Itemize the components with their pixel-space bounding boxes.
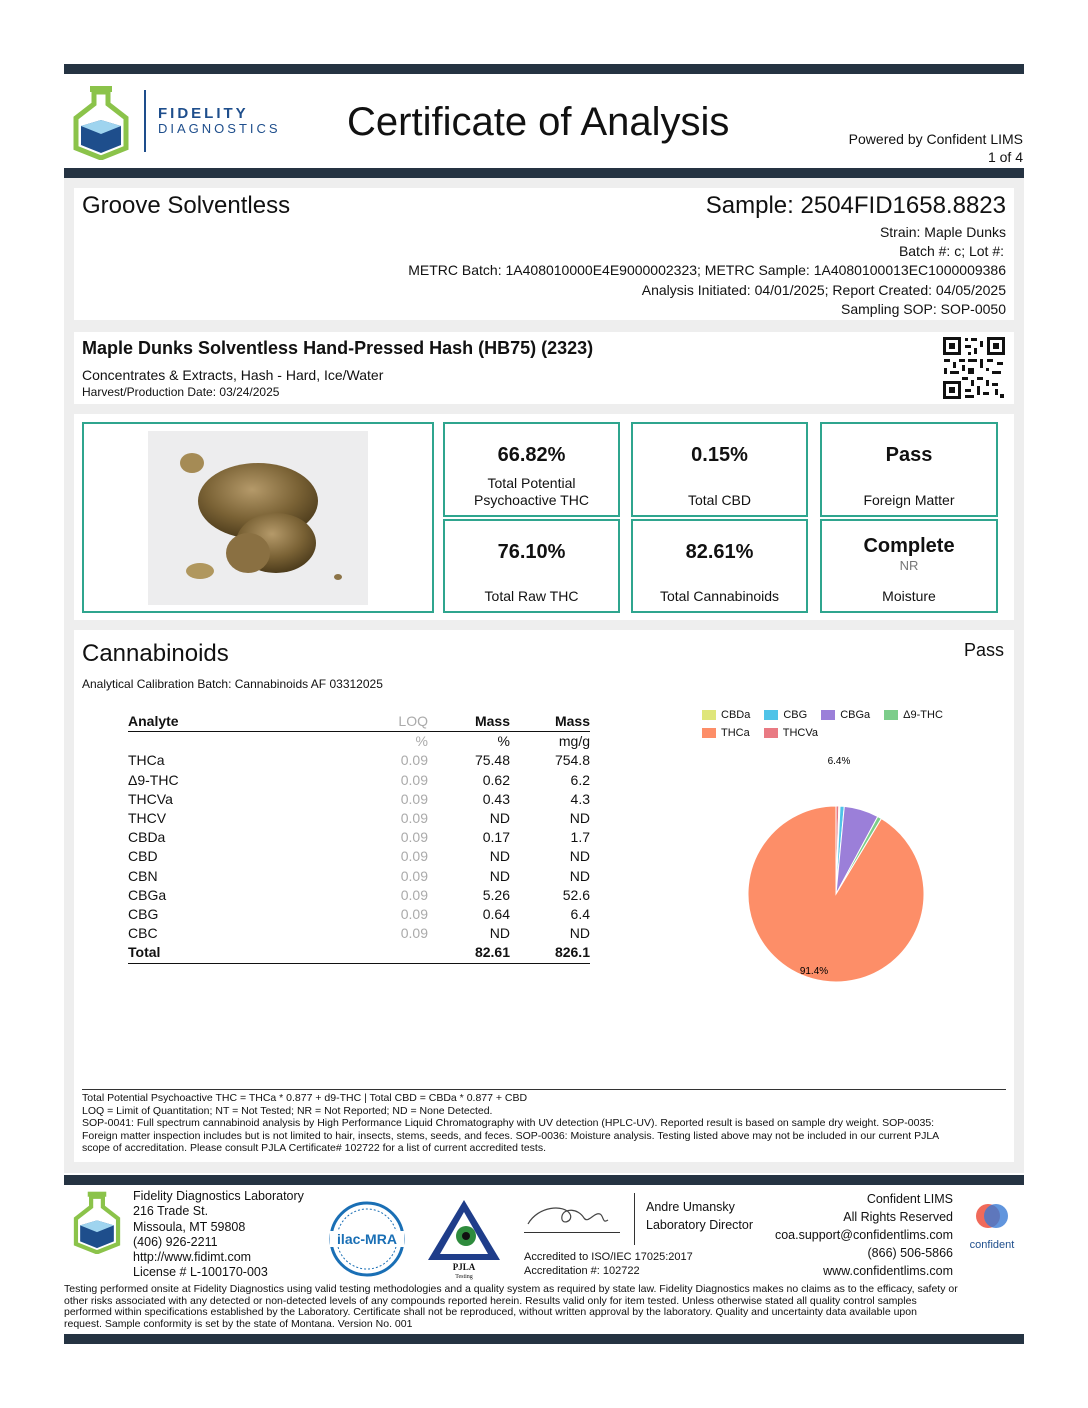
client-name: Groove Solventless	[82, 192, 291, 219]
tile-value: Complete	[863, 535, 955, 557]
signature-divider	[634, 1193, 635, 1245]
text-line: scope of accreditation. Please consult PJLA Certificate# 102722 for a list of current accredited tests.	[82, 1142, 546, 1154]
text-line: www.confidentlims.com	[823, 1264, 953, 1278]
tile-value: 76.10%	[497, 541, 566, 563]
text-line: Missoula, MT 59808	[133, 1219, 246, 1234]
text-line: http://www.fidimt.com	[133, 1250, 252, 1265]
tile-value: Pass	[885, 444, 933, 466]
legend-swatch	[764, 710, 778, 720]
legend-swatch	[702, 728, 716, 738]
sampling-sop: Sampling SOP: SOP-0050	[841, 301, 1006, 317]
director-title: Laboratory Director	[646, 1218, 753, 1232]
text-line: (866) 506-5866	[867, 1246, 953, 1260]
section-status: Pass	[963, 640, 1004, 660]
bottom-bar	[64, 1334, 1024, 1344]
pie-label: 6.4%	[827, 756, 851, 767]
cannabinoids-panel	[74, 630, 1014, 1162]
pie-label: 91.4%	[799, 966, 829, 977]
text-line: coa.support@confidentlims.com	[774, 1228, 953, 1242]
legend-label: CBDa	[721, 709, 751, 721]
legend-item	[702, 706, 750, 724]
text-line: request. Sample conformity is set by the state of Montana. Version No. 001	[64, 1317, 413, 1330]
legend-swatch	[884, 710, 898, 720]
total-raw-thc-tile	[443, 519, 620, 613]
sample-photo-frame	[82, 422, 434, 613]
calibration-batch: Analytical Calibration Batch: Cannabinoids AF 03312025	[82, 677, 383, 691]
legend-label: CBGa	[840, 709, 871, 721]
legend-item	[821, 706, 870, 724]
text-line: LOQ = Limit of Quantitation; NT = Not Tested; NR = Not Reported; ND = None Detected.	[82, 1104, 493, 1117]
section-title: Cannabinoids	[82, 640, 229, 667]
total-cbd-tile	[631, 422, 808, 517]
chart-legend	[700, 706, 970, 742]
batch: Batch #: c; Lot #:	[898, 243, 1004, 259]
tile-value: 66.82%	[497, 444, 566, 466]
svg-text:Testing: Testing	[455, 1274, 473, 1280]
dates: Analysis Initiated: 04/01/2025; Report Created: 04/05/2025	[641, 282, 1006, 298]
tile-label: Total Cannabinoids	[659, 588, 780, 604]
page-number: 1 of 4	[987, 149, 1023, 165]
metrc: METRC Batch: 1A408010000E4E9000002323; METRC Sample: 1A4080100013EC1000009386	[408, 262, 1006, 278]
table-row: Δ9-THC 0.09 0.62 6.2	[128, 771, 590, 788]
text-line: (406) 926-2211	[133, 1234, 218, 1249]
confident-logo	[962, 1200, 1022, 1250]
total-row: Total 82.61 826.1	[128, 943, 590, 963]
legend-label: THCa	[721, 727, 750, 739]
tile-label: Total CBD	[687, 492, 752, 508]
harvest-date: Harvest/Production Date: 03/24/2025	[82, 385, 280, 399]
text-line: Fidelity Diagnostics Laboratory	[133, 1189, 304, 1203]
table-row: THCa 0.09 75.48 754.8	[128, 752, 590, 769]
disclaimer	[64, 1284, 1024, 1330]
text-line: License # L-100170-003	[133, 1265, 268, 1280]
pie-slice	[748, 806, 924, 982]
text-line: SOP-0041: Full spectrum cannabinoid analysis by High Performance Liquid Chromatography with UV detection (HPLC-UV). Reported result is based on sample dry weight. SOP-0035:	[82, 1117, 935, 1129]
notes-rule	[82, 1089, 1006, 1090]
confident-info	[775, 1190, 953, 1280]
product-name: Maple Dunks Solventless Hand-Pressed Hash (HB75) (2323)	[82, 338, 594, 358]
table-row: THCVa 0.09 0.43 4.3	[128, 790, 590, 807]
client-panel	[74, 188, 1014, 320]
product-category: Concentrates & Extracts, Hash - Hard, Ice/Water	[82, 367, 384, 383]
logo-name: FIDELITY	[158, 105, 249, 122]
strain: Strain: Maple Dunks	[879, 224, 1006, 240]
table-header: Analyte LOQ Mass Mass	[128, 712, 590, 732]
legend-item	[702, 724, 750, 742]
product-panel	[74, 332, 1014, 404]
accreditation-number: Accreditation #: 102722	[524, 1265, 640, 1277]
cannabinoid-pie-chart	[706, 750, 966, 1010]
lab-address	[133, 1189, 304, 1281]
director-signature	[524, 1196, 624, 1232]
table-row: THCV 0.09 ND ND	[128, 810, 590, 827]
sample-id: Sample: 2504FID1658.8823	[705, 192, 1006, 219]
accreditation-iso: Accredited to ISO/IEC 17025:2017	[524, 1251, 693, 1263]
table-row: CBC 0.09 ND ND	[128, 925, 590, 942]
top-bar	[64, 64, 1024, 74]
tile-sub: NR	[899, 558, 919, 573]
table-row: CBDa 0.09 0.17 1.7	[128, 829, 590, 846]
text-line: 216 Trade St.	[133, 1204, 209, 1219]
svg-text:ilac-MRA: ilac-MRA	[337, 1231, 397, 1247]
legend-swatch	[702, 710, 716, 720]
sample-photo	[148, 431, 368, 605]
text-line: performed within specifications established by the Laboratory. Certificate shall not be reproduced, without written approval by the laboratory. Quality and uncertainty data available upon	[64, 1306, 917, 1318]
logo-divider	[144, 90, 146, 152]
qr-code[interactable]	[942, 336, 1006, 400]
text-line: Total Potential Psychoactive THC = THCa * 0.877 + d9-THC | Total CBD = CBDa * 0.877 + CBD	[82, 1092, 528, 1104]
legend-label: THCVa	[782, 727, 818, 739]
legend-item	[884, 706, 943, 724]
fidelity-logo	[70, 84, 132, 160]
legend-label: CBG	[783, 709, 808, 721]
signature-rule	[524, 1232, 620, 1233]
pjla-logo	[426, 1198, 502, 1280]
tile-label: Foreign Matter	[863, 492, 955, 508]
flask-icon	[70, 84, 132, 160]
notes	[82, 1092, 1012, 1155]
flask-icon	[70, 1190, 124, 1254]
text-line: Confident LIMS	[866, 1192, 953, 1206]
legend-swatch	[821, 710, 835, 720]
tile-value: 82.61%	[685, 541, 754, 563]
text-line: Testing performed onsite at Fidelity Diagnostics using valid testing methodologies and a quality system as required by state law. Fidelity Diagnostics makes no claims as to the efficacy, safety or	[64, 1283, 958, 1295]
powered-by: Powered by Confident LIMS	[848, 131, 1023, 147]
page-title: Certificate of Analysis	[347, 100, 730, 144]
director-name: Andre Umansky	[646, 1200, 735, 1214]
table-row: CBD 0.09 ND ND	[128, 848, 590, 865]
cannabinoids-table	[128, 712, 590, 964]
footer-logo	[70, 1190, 124, 1254]
foreign-matter-tile	[820, 422, 998, 517]
tile-label: Total Raw THC	[484, 588, 579, 604]
legend-swatch	[764, 728, 778, 738]
total-cannabinoids-tile	[631, 519, 808, 613]
confident-wordmark: confident	[969, 1239, 1015, 1251]
table-row: CBN 0.09 ND ND	[128, 867, 590, 884]
tile-label: Moisture	[882, 588, 936, 604]
table-row: CBGa 0.09 5.26 52.6	[128, 886, 590, 903]
footer-bar	[64, 1175, 1024, 1185]
legend-item	[764, 724, 818, 742]
table-row: CBG 0.09 0.64 6.4	[128, 906, 590, 923]
tile-value: 0.15%	[691, 444, 748, 466]
text-line: All Rights Reserved	[843, 1210, 953, 1224]
svg-text:PJLA: PJLA	[452, 1262, 476, 1272]
legend-item	[764, 706, 807, 724]
moisture-tile	[820, 519, 998, 613]
units-row: % % mg/g	[415, 733, 590, 750]
ilac-mra-logo	[328, 1200, 406, 1278]
legend-label: Δ9-THC	[903, 709, 943, 721]
tile-label: Total Potential Psychoactive THC	[474, 475, 589, 508]
text-line: other risks associated with any detected or non-detected levels of any compounds reported herein. Results valid only for item tested. Unless otherwise stated all quality control samples	[64, 1294, 917, 1307]
header-bar	[64, 168, 1024, 178]
text-line: Foreign matter inspection includes but is not limited to hair, insects, stems, seeds, and feces. SOP-0036: Moisture analysis. Testing listed above may not be included in our current PJLA	[82, 1129, 940, 1142]
logo-sub: DIAGNOSTICS	[158, 121, 281, 136]
total-psychoactive-thc-tile	[443, 422, 620, 517]
